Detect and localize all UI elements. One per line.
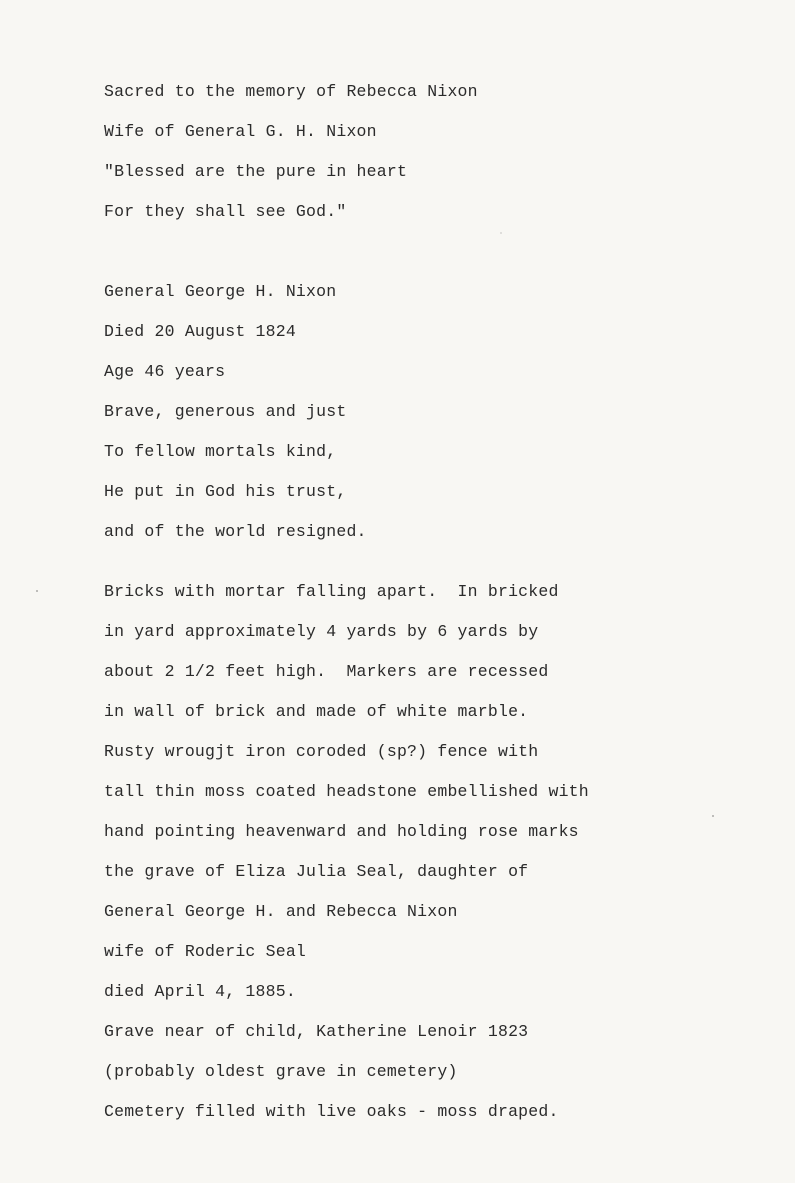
site-notes [104, 579, 764, 1139]
text-line: To fellow mortals kind, [104, 442, 337, 461]
section-gap [104, 559, 764, 579]
text-line: hand pointing heavenward and holding rose marks [104, 822, 579, 841]
text-line: For they shall see God." [104, 202, 347, 221]
paper-speck [500, 232, 502, 234]
text-line: Cemetery filled with live oaks - moss draped. [104, 1102, 559, 1121]
paper-speck [36, 590, 38, 592]
text-line: (probably oldest grave in cemetery) [104, 1062, 458, 1081]
text-line: General George H. Nixon [104, 282, 337, 301]
text-line: died April 4, 1885. [104, 982, 296, 1001]
text-line: Wife of General G. H. Nixon [104, 122, 377, 141]
text-line: tall thin moss coated headstone embellished with [104, 782, 589, 801]
text-line: Sacred to the memory of Rebecca Nixon [104, 82, 478, 101]
text-line: Brave, generous and just [104, 402, 347, 421]
text-line: and of the world resigned. [104, 522, 367, 541]
text-line: Grave near of child, Katherine Lenoir 1823 [104, 1022, 529, 1041]
text-line: Rusty wrougjt iron coroded (sp?) fence with [104, 742, 539, 761]
typed-text-body [104, 79, 764, 1139]
text-line: General George H. and Rebecca Nixon [104, 902, 458, 921]
rebecca-inscription [104, 79, 764, 239]
text-line: Bricks with mortar falling apart. In bricked [104, 582, 559, 601]
text-line: the grave of Eliza Julia Seal, daughter of [104, 862, 529, 881]
george-inscription [104, 279, 764, 559]
text-line: Age 46 years [104, 362, 226, 381]
text-line: about 2 1/2 feet high. Markers are recessed [104, 662, 549, 681]
text-line: wife of Roderic Seal [104, 942, 307, 961]
text-line: Died 20 August 1824 [104, 322, 296, 341]
text-line: in yard approximately 4 yards by 6 yards by [104, 622, 539, 641]
text-line: "Blessed are the pure in heart [104, 162, 408, 181]
paper-speck [712, 815, 714, 817]
section-gap [104, 239, 764, 279]
text-line: He put in God his trust, [104, 482, 347, 501]
text-line: in wall of brick and made of white marble. [104, 702, 529, 721]
